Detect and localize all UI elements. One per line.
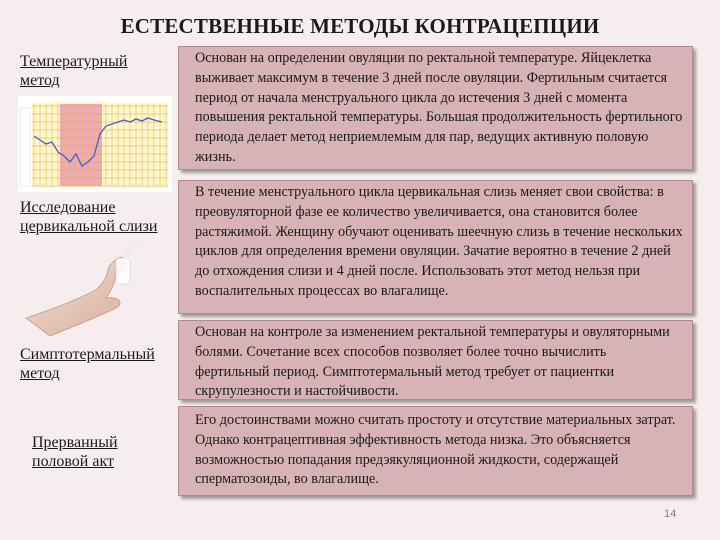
cervical-mucus-image	[20, 240, 150, 340]
label-temperature-method: Температурный метод	[20, 53, 128, 89]
description-coitus-interruptus: Его достоинствами можно считать простоту и отсутствие материальных затрат. Однако контрацептивная эффективность метода низка. Это объясняется возможностью попадания предэякуляционной жидкости, содержащей сперматозоиды, во влагалище.	[195, 412, 676, 488]
slide-title: ЕСТЕСТВЕННЫЕ МЕТОДЫ КОНТРАЦЕПЦИИ	[120, 14, 600, 38]
description-box-symptothermal	[178, 320, 693, 400]
temperature-chart-image	[18, 96, 172, 192]
label-cervical-mucus: Исследование цервикальной слизи	[20, 199, 158, 235]
description-symptothermal: Основан на контроле за изменением ректальной температуры и овуляторными болями. Сочетание всех способов позволяет более точно вычислить фертильный период. Симптотермальный метод требует от пациентки скрупулезности и настойчивости.	[195, 324, 670, 400]
description-box-coitus-interruptus	[178, 406, 693, 496]
description-box-cervical-mucus	[178, 180, 693, 314]
description-cervical-mucus: В течение менструального цикла цервикальная слизь меняет свои свойства: в преовуляторной фазе ее количество увеличивается, она становится более растяжимой. Женщину обучают оценивать шеечную слизь в течение нескольких циклов для определения времени овуляции. Зачатие вероятно в течение 2 дней до отхождения слизи и 4 дней после. Использовать этот метод нельзя при воспалительных процессах во влагалище.	[195, 184, 683, 299]
label-coitus-interruptus: Прерванный половой акт	[32, 434, 118, 470]
page-number: 14	[664, 508, 677, 520]
label-symptothermal-method: Симптотермальный метод	[20, 346, 155, 382]
description-temperature: Основан на определении овуляции по ректальной температуре. Яйцеклетка выживает максимум в течение 3 дней после овуляции. Фертильным считается период от начала менструального цикла до истечения 3 дней с момента повышения ректальной температуры. Большая продолжительность фертильного периода делает метод неприемлемым для пар, ведущих активную половую жизнь.	[195, 50, 683, 165]
description-box-temperature	[178, 46, 693, 170]
